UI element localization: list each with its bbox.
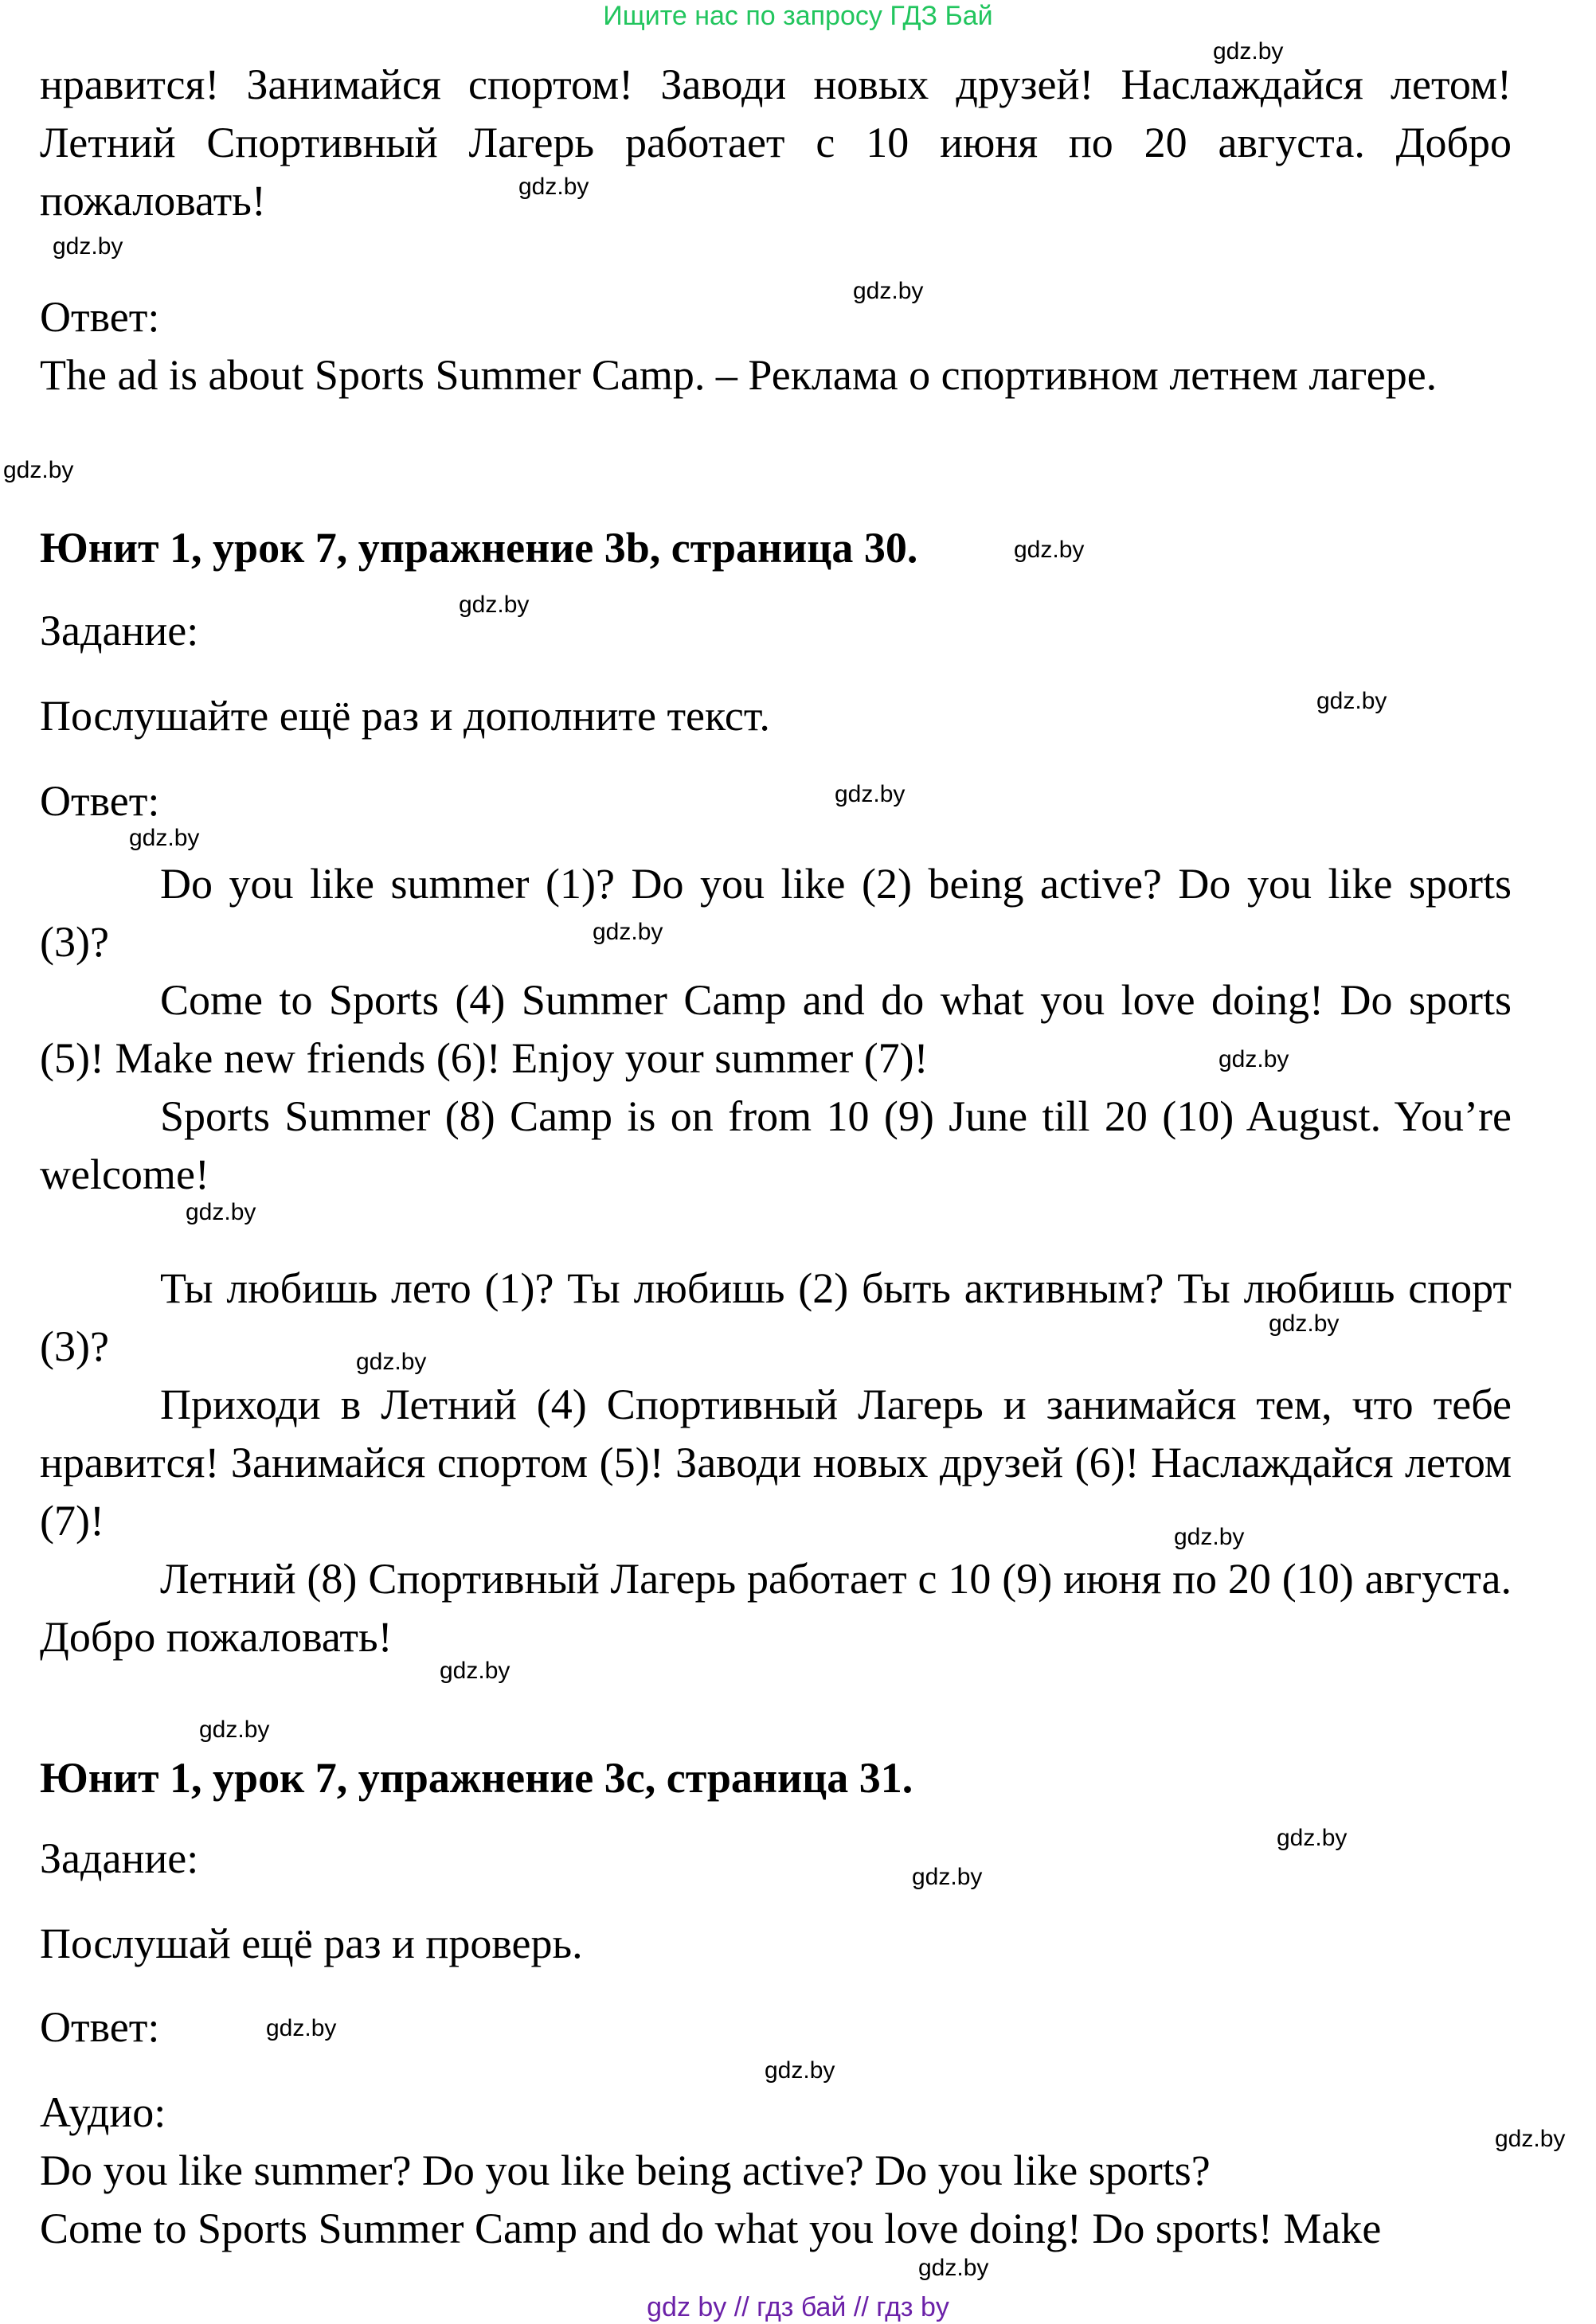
watermark: gdz.by (1495, 2126, 1566, 2152)
watermark: gdz.by (129, 825, 200, 851)
watermark: gdz.by (199, 1717, 270, 1743)
section-3b-en-paragraph-3: Sports Summer (8) Camp is on from 10 (9) June till 20 (10) August. You’re welcome! (40, 1092, 1512, 1198)
watermark: gdz.by (1277, 1825, 1348, 1851)
watermark: gdz.by (1269, 1310, 1340, 1337)
section-3b-task-label: Задание: (40, 607, 199, 654)
intro-answer-label: Ответ: (40, 293, 160, 341)
section-3b-heading: Юнит 1, урок 7, упражнение 3b, страница 30. (40, 524, 918, 572)
section-3c-task-label: Задание: (40, 1834, 199, 1882)
section-3b-ru-paragraph-1: Ты любишь лето (1)? Ты любишь (2) быть активным? Ты любишь спорт (3)? (40, 1264, 1512, 1370)
section-3b-answer-label: Ответ: (40, 777, 160, 825)
intro-answer-text: The ad is about Sports Summer Camp. – Реклама о спортивном летнем лагере. (40, 351, 1438, 399)
intro-paragraph: нравится! Занимайся спортом! Заводи новых друзей! Наслаждайся летом! Летний Спортивный Лагерь работает с 10 июня по 20 августа. Добро пожаловать! (40, 61, 1512, 225)
section-3b-ru-paragraph-3: Летний (8) Спортивный Лагерь работает с 10 (9) июня по 20 (10) августа. Добро пожаловать! (40, 1555, 1512, 1661)
section-3c-task-text: Послушай ещё раз и проверь. (40, 1920, 583, 1967)
watermark: gdz.by (459, 592, 530, 618)
footer-links[interactable]: gdz by // гдз бай // гдз by (647, 2292, 949, 2322)
top-banner[interactable]: Ищите нас по запросу ГДЗ Бай (603, 1, 993, 31)
watermark: gdz.by (53, 233, 123, 260)
watermark: gdz.by (912, 1864, 983, 1890)
watermark: gdz.by (356, 1349, 427, 1375)
section-3c-audio-line-2: Come to Sports Summer Camp and do what you love doing! Do sports! Make (40, 2205, 1382, 2252)
watermark: gdz.by (1014, 537, 1085, 563)
watermark: gdz.by (918, 2255, 989, 2281)
watermark: gdz.by (835, 781, 906, 807)
watermark: gdz.by (853, 278, 924, 304)
section-3b-task-text: Послушайте ещё раз и дополните текст. (40, 692, 770, 740)
section-3b-en-paragraph-1: Do you like summer (1)? Do you like (2) being active? Do you like sports (3)? (40, 860, 1512, 966)
watermark: gdz.by (1174, 1524, 1245, 1550)
watermark: gdz.by (593, 919, 663, 945)
watermark: gdz.by (266, 2015, 337, 2041)
watermark: gdz.by (765, 2057, 835, 2084)
watermark: gdz.by (440, 1658, 510, 1684)
watermark: gdz.by (1316, 688, 1387, 714)
section-3c-heading: Юнит 1, урок 7, упражнение 3c, страница 31. (40, 1754, 913, 1802)
section-3c-answer-label: Ответ: (40, 2003, 160, 2051)
watermark: gdz.by (1213, 38, 1284, 64)
section-3b-en-paragraph-2: Come to Sports (4) Summer Camp and do what you love doing! Do sports (5)! Make new friends (6)! Enjoy your summer (7)! (40, 976, 1512, 1082)
watermark: gdz.by (186, 1199, 256, 1225)
section-3b-ru-paragraph-2: Приходи в Летний (4) Спортивный Лагерь и занимайся тем, что тебе нравится! Занимайся спортом (5)! Заводи новых друзей (6)! Наслаждайся летом (7)! (40, 1381, 1512, 1545)
watermark: gdz.by (518, 174, 589, 200)
watermark: gdz.by (1219, 1046, 1289, 1072)
section-3c-audio-label: Аудио: (40, 2088, 166, 2136)
section-3c-audio-line-1: Do you like summer? Do you like being active? Do you like sports? (40, 2146, 1211, 2194)
watermark: gdz.by (3, 457, 74, 483)
